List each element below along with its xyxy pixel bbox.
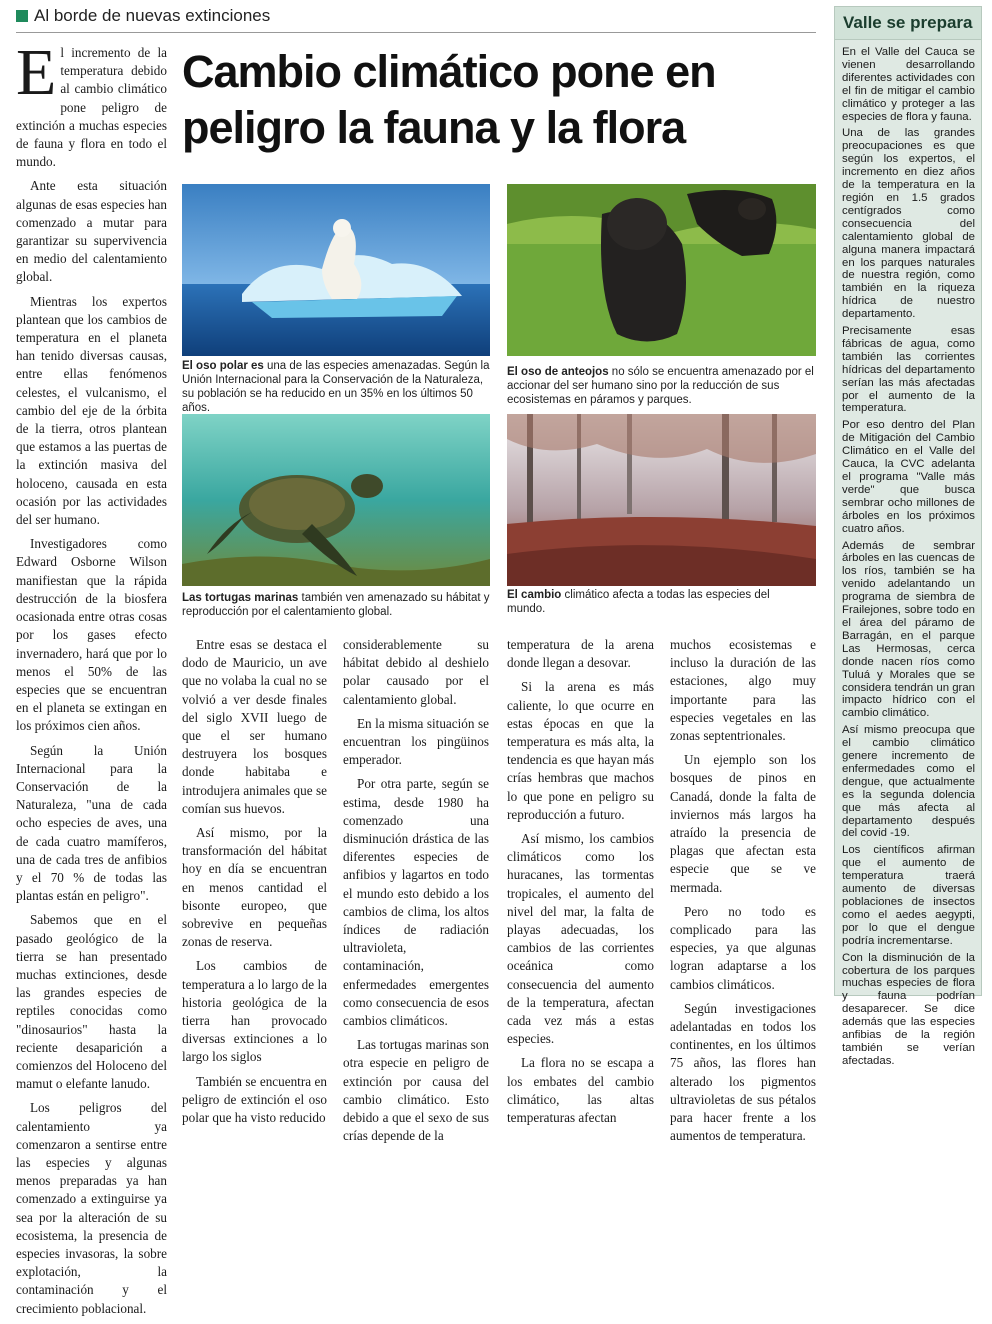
body-paragraph: Si la arena es más caliente, lo que ocurre en estas épocas en que la temperatura es más alta, la tendencia es que hayan más crías hembras que machos lo que pone en peligro su reproducción a futuro. xyxy=(507,679,654,822)
body-paragraph: Según investigaciones adelantadas en todos los continentes, en los últimos 75 años, las flores han alterado los pigmentos ultravioletas de sus pétalos para hacer frente a los aumentos de temperatura. xyxy=(670,1000,816,1144)
headline: Cambio climático pone en peligro la fauna y la flora xyxy=(182,46,716,153)
sidebar-body xyxy=(835,40,981,1068)
body-column-3 xyxy=(507,636,654,1133)
sidebar-paragraph: Los científicos afirman que el aumento de temperatura traerá aumento de diversas poblaciones de insectos como el aedes aegypti, por lo que el dengue podría incrementarse. xyxy=(842,844,975,947)
body-column-2 xyxy=(343,636,489,1151)
body-paragraph: Así mismo, los cambios climáticos como los huracanes, las tormentas tropicales, el aumento del nivel del mar, la falta de playas adecuadas, los cambios de las corrientes oceánica como consecuencia del aumento de la temperatura, afectan cada vez más a estas especies. xyxy=(507,831,654,1047)
body-column-1 xyxy=(182,636,327,1133)
body-paragraph: muchos ecosistemas e incluso la duración de las estaciones, algo muy importante para las especies vegetales en las zonas septentrionales. xyxy=(670,637,816,744)
sidebar-paragraph: Por eso dentro del Plan de Mitigación del Cambio Climático en el Valle del Cauca, la CVC adelanta el programa "Valle más verde" que busca sembrar ocho millones de árboles en los próximos cuatro años. xyxy=(842,419,975,535)
polar-bear-caption: El oso polar es una de las especies amenazadas. Según la Unión Internacional para la Conservación de la Naturaleza, su población se ha reducido en un 35% en los últimos 50 años. xyxy=(182,360,490,414)
spectacled-bear-caption: El oso de anteojos no sólo se encuentra amenazado por el accionar del ser humano sino por la reducción de sus ecosistemas en páramos y parques. xyxy=(507,366,814,406)
forest-caption: El cambio climático afecta a todas las especies del mundo. xyxy=(507,589,770,615)
lead-paragraph: Ante esta situación algunas de esas especies han comenzado a mutar para garantizar su supervivencia en medio del calentamiento global. xyxy=(16,178,167,285)
section-header xyxy=(16,6,270,26)
sidebar-paragraph: En el Valle del Cauca se vienen desarrollando diferentes actividades con el fin de mitigar el cambio climático y proteger a las especies de flora y fauna. xyxy=(842,46,975,123)
forest-image xyxy=(507,414,816,586)
body-paragraph: Pero no todo es complicado para las especies, ya que algunas logran adaptarse a los cambios climáticos. xyxy=(670,903,816,992)
sidebar-paragraph: Así mismo preocupa que el cambio climático genere incremento de enfermedades como el dengue, que actualmente es la segunda dolencia que más afecta al departamento después del covid -19. xyxy=(842,724,975,840)
sea-turtle-photo xyxy=(182,414,490,586)
dropcap: E xyxy=(16,36,57,109)
sidebar-paragraph: Precisamente esas fábricas de agua, como también las corrientes hídricas del departamento serían las más afectadas por el aumento de la temperatura. xyxy=(842,325,975,415)
lead-paragraph: Según la Unión Internacional para la Conservación de la Naturaleza, "una de cada ocho especies de aves, una de cada cuatro mamíferos, una de cada tres de anfibios y el 70 % de todas las plantas están en peligro". xyxy=(16,742,167,904)
body-paragraph: Las tortugas marinas son otra especie en peligro de extinción por causa del cambio climático. Esto debido a que el sexo de sus crías depende de la xyxy=(343,1037,489,1144)
body-paragraph: Así mismo, por la transformación del hábitat hoy en día se encuentran en menos cantidad el bisonte europeo, que sobrevive en pequeñas zonas de reserva. xyxy=(182,825,327,950)
sidebar-paragraph: Además de sembrar árboles en las cuencas de los ríos, también se ha venido adelantando un programa de siembra de Frailejones, sobre todo en el área del páramo de Barragán, en el parque Las Hermosas, cerca donde nacen ríos como Tuluá y Morales que se considera tendrán un gran impacto hídrico con el cambio climático. xyxy=(842,539,975,720)
sidebar-paragraph: Con la disminución de la cobertura de los parques muchas especies de flora y fauna podrían desaparecer. Se dice además que las especies anfibias de la región también se verían afectadas. xyxy=(842,951,975,1067)
header-rule xyxy=(16,32,816,33)
body-paragraph: También se encuentra en peligro de extinción el oso polar que ha visto reducido xyxy=(182,1073,327,1126)
body-paragraph: Por otra parte, según se estima, desde 1980 ha comenzado una disminución drástica de las diferentes especies de anfibios y lagartos en todo el mundo esto debido a los cambios de clima, los altos índices de radiación ultravioleta, contaminación, enfermedades emergentes como consecuencia de esos cambios climáticos. xyxy=(343,776,489,1029)
body-paragraph: Un ejemplo son los bosques de pinos en Canadá, donde la falta de inviernos más largos ha atraído la presencia de plagas que afectan esta especie que se ve mermada. xyxy=(670,752,816,895)
body-paragraph: La flora no se escapa a los embates del cambio climático, las altas temperaturas afectan xyxy=(507,1055,654,1126)
lead-paragraph: Los peligros del calentamiento ya comenzaron a sentirse entre las especies y algunas menos preparadas ya han comenzado a extinguirse ya sea por la alteración de su ecosistema, la presencia de especies invasoras, la sobre explotación, la contaminación y el crecimiento poblacional. xyxy=(16,1100,167,1316)
polar-bear-photo xyxy=(182,184,490,356)
body-paragraph: considerablemente su hábitat debido al deshielo polar causado por el calentamiento global. xyxy=(343,637,489,707)
spectacled-bear-image xyxy=(507,184,816,356)
forest-photo xyxy=(507,414,816,586)
sidebar-box xyxy=(834,6,982,1067)
sidebar-paragraph: Una de las grandes preocupaciones es que según los expertos, el incremento en diez años de la temperatura en la región en 1.5 grados centígrados como consecuencia del calentamiento global de alguna manera impactará en los parques naturales de nuestra región, como también en la riqueza hídrica de nuestro departamento. xyxy=(842,127,975,321)
body-paragraph: Entre esas se destaca el dodo de Mauricio, un ave que no volaba la cual no se volvió a ver desde finales del siglo XVII luego de que el ser humano destruyera los bosques donde habitaba e introdujera animales que se comían sus huevos. xyxy=(182,637,327,816)
lead-paragraph: Investigadores como Edward Osborne Wilson manifiestan que la rápida destrucción de la biosfera ocasionada entre otras cosas por los gases efecto invernadero, hará que por lo menos el 50% de las especies que se encuentran en el planeta se extingan en los próximos cien años. xyxy=(16,536,167,734)
polar-bear-image xyxy=(182,184,490,356)
lead-paragraph: El incremento de la temperatura debido al cambio climático pone peligro de extinción a muchas especies de fauna y flora en todo el mundo. xyxy=(16,36,167,170)
body-paragraph: Los cambios de temperatura a lo largo de la historia geológica de la tierra han provocado diversas extinciones a lo largo los siglos xyxy=(182,958,327,1065)
lead-column xyxy=(16,36,167,1324)
sea-turtle-image xyxy=(182,414,490,586)
section-title: Al borde de nuevas extinciones xyxy=(34,6,271,25)
body-paragraph: temperatura de la arena donde llegan a desovar. xyxy=(507,637,654,671)
body-paragraph: En la misma situación se encuentran los pingüinos emperador. xyxy=(343,715,489,768)
spectacled-bear-photo xyxy=(507,184,816,356)
sidebar-title: Valle se prepara xyxy=(835,7,981,40)
lead-paragraph: Mientras los expertos plantean que los cambios de temperatura en el planeta han tenido diversas causas, entre ellas fenómenos celestes, el vulcanismo, el cambio del eje de la órbita de la tierra, otros plantean que estamos a las puertas de la extinción masiva del holoceno, causada en esta ocasión por las actividades del ser humano. xyxy=(16,293,167,528)
lead-paragraph: Sabemos que en el pasado geológico de la tierra se han presentado muchas extinciones, desde las grandes especies de reptiles conocidas como "dinosaurios" hasta la reciente desaparición a comienzos del Holoceno del mamut o elefante lanudo. xyxy=(16,912,167,1092)
section-square-icon xyxy=(16,10,28,22)
body-column-4 xyxy=(670,636,816,1151)
sea-turtle-caption: Las tortugas marinas también ven amenazado su hábitat y reproducción por el calentamiento global. xyxy=(182,592,490,618)
